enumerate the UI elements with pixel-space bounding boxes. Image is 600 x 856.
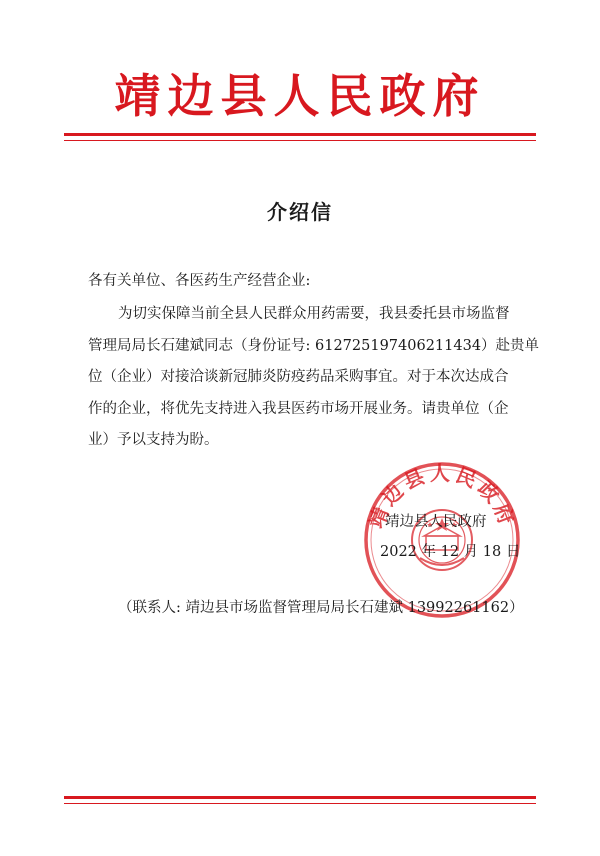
body-line: 作的企业，将优先支持进入我县医药市场开展业务。请贵单位（企 <box>88 400 509 417</box>
footer-rule-thick <box>64 796 536 799</box>
body-line: 位（企业）对接洽谈新冠肺炎防疫药品采购事宜。对于本次达成合 <box>88 369 509 385</box>
body-line: 为切实保障当前全县人民群众用药需要，我县委托县市场监督 <box>118 306 510 322</box>
contact-info: （联系人: 靖边县市场监督管理局局长石建斌 13992261162） <box>118 600 524 616</box>
signer-name: 靖边县人民政府 <box>385 514 487 530</box>
issuer-header: 靖边县人民政府 <box>114 69 486 123</box>
header-rule-thick <box>64 133 536 136</box>
header-rule-thin <box>64 140 536 141</box>
salutation: 各有关单位、各医药生产经营企业: <box>88 273 311 289</box>
letter-body <box>88 299 540 457</box>
footer-rule-thin <box>64 803 536 804</box>
body-line: 管理局局长石建斌同志（身份证号: 612725197406211434）赴贵单 <box>88 337 540 354</box>
body-line: 业）予以支持为盼。 <box>88 432 219 448</box>
seal-text: 靖边县人民政府 <box>363 461 521 532</box>
issue-date: 2022 年 12 月 18 日 <box>380 544 521 560</box>
document-title: 介绍信 <box>267 200 333 224</box>
official-seal <box>362 460 522 620</box>
